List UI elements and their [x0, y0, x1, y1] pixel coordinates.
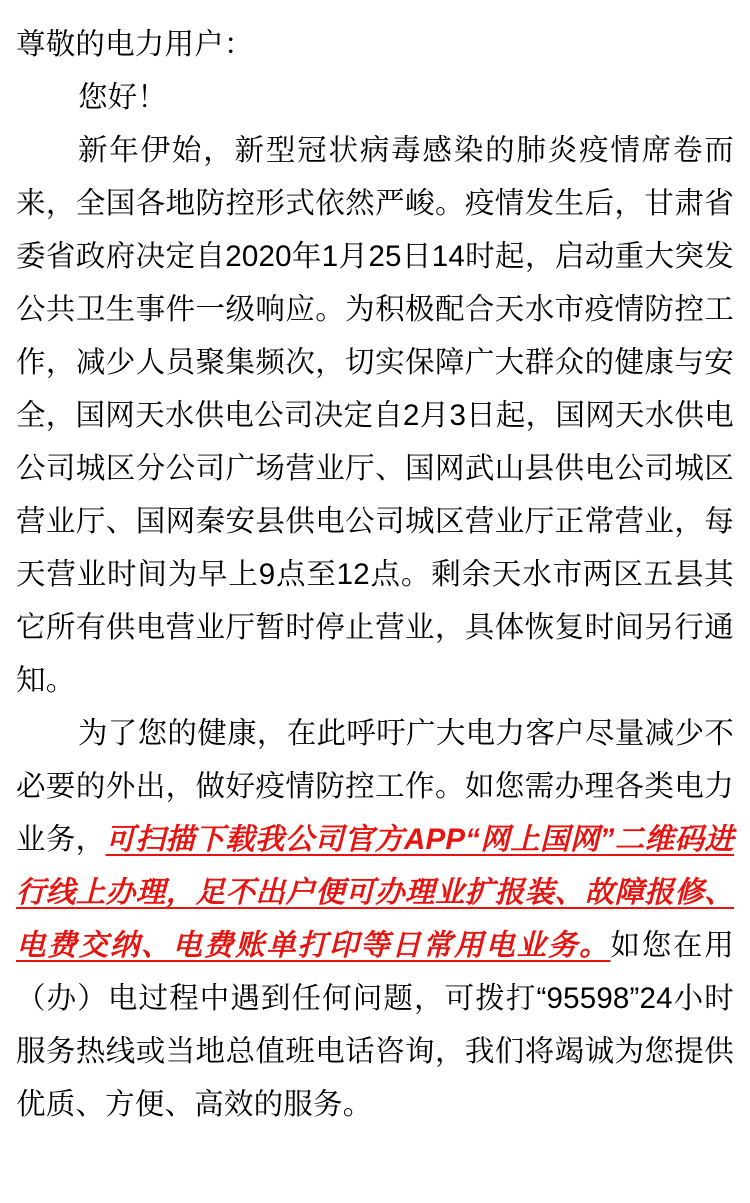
paragraph-1: [16, 124, 734, 707]
greeting-line: 您好！: [77, 81, 168, 114]
paragraph-1-text: 新年伊始，新型冠状病毒感染的肺炎疫情席卷而来，全国各地防控形式依然严峻。疫情发生后，甘肃省委省政府决定自2020年1月25日14时起，启动重大突发公共卫生事件一级响应。为积极配合天水市疫情防控工作，减少人员聚集频次，切实保障广大群众的健康与安全，国网天水供电公司决定自2月3日起，国网天水供电公司城区分公司广场营业厅、国网武山县供电公司城区营业厅、国网秦安县供电公司城区营业厅正常营业，每天营业时间为早上9点至12点。剩余天水市两区五县其它所有供电营业厅暂时停止营业，具体恢复时间另行通知。: [16, 134, 734, 697]
paragraph-2-highlighted-text: 可扫描下载我公司官方APP“网上国网”二维码进行线上办理，足不出户便可办理业扩报装、故障报修、电费交纳、电费账单打印等日常用电业务。: [16, 823, 734, 962]
paragraph-2-text-lead: 为了您的健康，在此呼吁广大电力客户尽量减少不必要的外出，做好疫情防控工作。如您需办理各类电力业务，: [16, 717, 734, 856]
document-body: [16, 18, 734, 1131]
paragraph-2: [16, 707, 734, 1131]
paragraph-2-text-tail: 如您在用（办）电过程中遇到任何问题，可拨打“95598”24小时服务热线或当地总值班电话咨询，我们将竭诚为您提供优质、方便、高效的服务。: [16, 929, 734, 1121]
salutation-line: 尊敬的电力用户：: [16, 28, 254, 61]
